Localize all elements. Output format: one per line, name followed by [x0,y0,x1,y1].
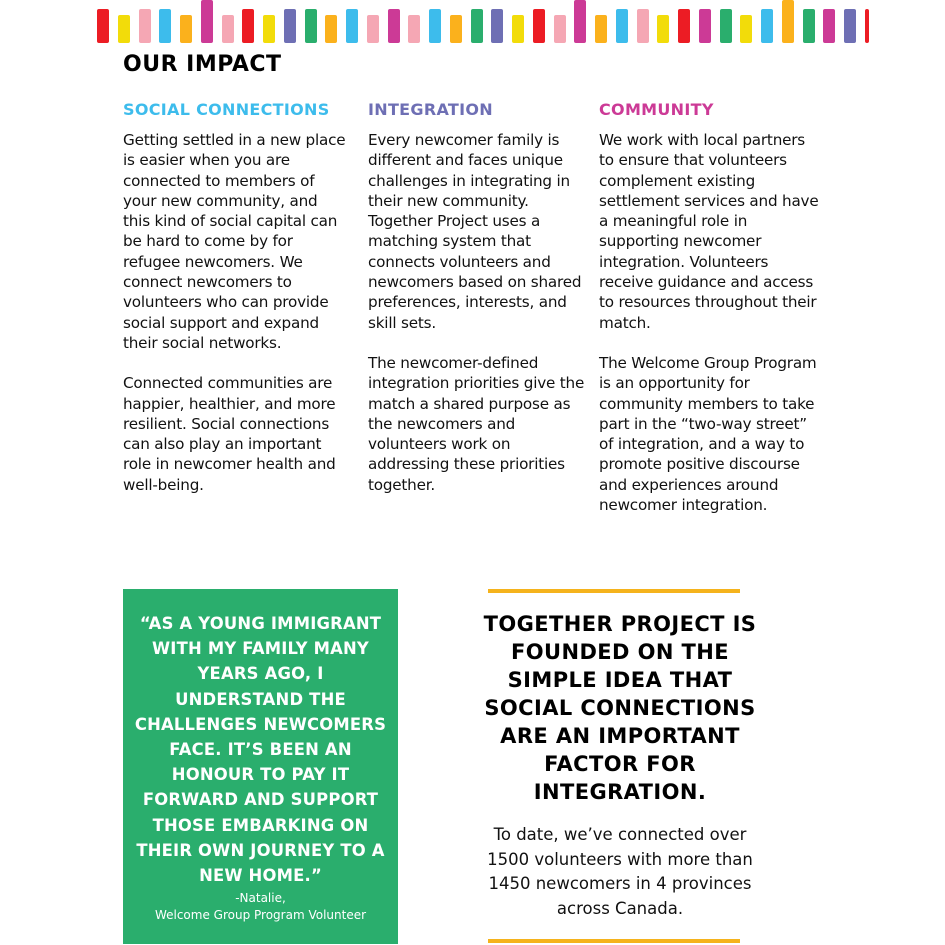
decor-bar [388,9,400,43]
decor-bar [367,15,379,43]
integration-paragraph-1: Every newcomer family is different and faces unique challenges in integrating in their new community. Together Project uses a matching system that connects volunteers and newcomers based on shared preferences, interests, and skill sets. [368,131,582,332]
decor-bar [429,9,441,43]
decor-bar [325,15,337,43]
decor-bar [305,9,317,43]
column-integration [368,100,590,515]
decor-bar [637,9,649,43]
impact-stats: To date, we’ve connected over 1500 volunteers with more than 1450 newcomers in 4 provinces across Canada. [487,825,753,918]
decor-bar [782,0,794,43]
social-connections-paragraph-2: Connected communities are happier, healthier, and more resilient. Social connections can also play an important role in newcomer health and well-being. [123,374,336,494]
page-title: OUR IMPACT [123,52,282,77]
decor-bar [139,9,151,43]
decorative-color-bars [0,0,945,45]
decor-bar [118,15,130,43]
decor-bar [284,9,296,43]
decor-bar [657,15,669,43]
quote-attribution [131,890,390,924]
decor-bar [97,9,109,43]
volunteer-quote-box [123,589,398,944]
column-social-connections [123,100,348,515]
social-connections-heading: SOCIAL CONNECTIONS [123,100,330,119]
decor-bar [512,15,524,43]
quote-author: -Natalie, [235,891,286,906]
bottom-yellow-rule [488,939,740,943]
decor-bar [761,9,773,43]
decor-bar [574,0,586,43]
decor-bar [554,15,566,43]
column-community [599,100,824,535]
community-heading: COMMUNITY [599,100,714,119]
decor-bar [471,9,483,43]
decor-bar [346,9,358,43]
decor-bar [616,9,628,43]
decor-bar [720,9,732,43]
decor-bar [491,9,503,43]
quote-text: “AS A YOUNG IMMIGRANT WITH MY FAMILY MANY YEARS AGO, I UNDERSTAND THE CHALLENGES NEWCOMERS FACE. IT’S BEEN AN HONOUR TO PAY IT FORWARD AND SUPPORT THOSE EMBARKING ON THEIR OWN JOURNEY TO A NEW HOME.” [134,614,387,886]
decor-bar [201,0,213,43]
decor-bar [823,9,835,43]
decor-bar [222,15,234,43]
integration-heading: INTEGRATION [368,100,493,119]
quote-author-role: Welcome Group Program Volunteer [154,908,367,923]
top-yellow-rule [488,589,740,593]
mission-statement: TOGETHER PROJECT IS FOUNDED ON THE SIMPLE IDEA THAT SOCIAL CONNECTIONS ARE AN IMPORTANT FACTOR FOR INTEGRATION. [483,612,757,804]
decor-bar [180,15,192,43]
decor-bar [263,15,275,43]
decor-bar [242,9,254,43]
decor-bar [803,9,815,43]
decor-bar [408,15,420,43]
social-connections-paragraph-1: Getting settled in a new place is easier when you are connected to members of your new community, and this kind of social capital can be hard to come by for refugee newcomers. We connect newcomers to volunteers who can provide social support and expand their social networks. [123,131,346,352]
decor-bar [865,9,869,43]
decor-bar [699,9,711,43]
decor-bar [740,15,752,43]
decor-bar [450,15,462,43]
decor-bar [595,15,607,43]
integration-paragraph-2: The newcomer-defined integration priorities give the match a shared purpose as the newcomers and volunteers work on addressing these priorities together. [368,353,585,494]
community-paragraph-2: The Welcome Group Program is an opportunity for community members to take part in the “two-way street” of integration, and a way to promote positive discourse and experiences around newcomer integration. [599,353,817,515]
decor-bar [159,9,171,43]
decor-bar [678,9,690,43]
community-paragraph-1: We work with local partners to ensure that volunteers complement existing settlement services and have a meaningful role in supporting newcomer integration. Volunteers receive guidance and access to resources throughout their match. [599,131,819,332]
decor-bar [844,9,856,43]
decor-bar [533,9,545,43]
